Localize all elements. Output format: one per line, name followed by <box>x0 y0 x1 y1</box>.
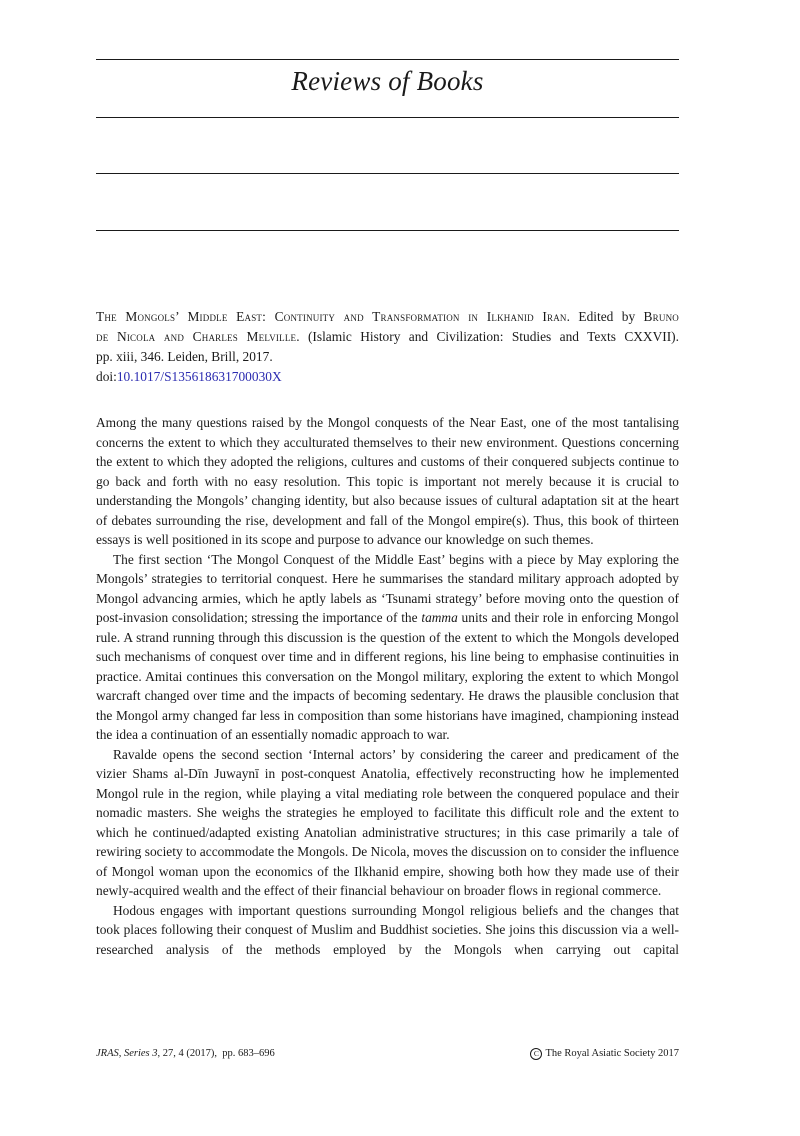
paragraph-intro: Among the many questions raised by the Mongol conquests of the Near East, one of the most tantalising concerns the extent to which they acculturated themselves to their new environment. Questions concerning the extent to which they adopted the religions, cultures and customs of their conquered subjects continue to go back and forth with no easy resolution. This topic is important not merely because it is crucial to understanding the Mongols’ changing identity, but also because issues of cultural adaptation sit at the heart of debates surrounding the rise, development and fall of the Mongol empire(s). Thus, this book of thirteen essays is well positioned in its scope and purpose to advance our knowledge on such themes. <box>96 415 679 547</box>
paragraph-text: units and their role in enforcing Mongol rule. A strand running through this discussion is the question of the extent to which the Mongols developed such mechanisms of conquest over time and in different regions, his line being to emphasise continuities in practice. Amitai continues this conversation on the Mongol military, exploring the extent to which Mongol warcraft changed over time and the impacts of becoming sedentary. He draws the plausible conclusion that the Mongol army changed far less in composition than some historians have imagined, championing instead the idea a continuation of an essentially nomadic approach to war. <box>96 610 679 742</box>
spacer-rule-1 <box>96 173 679 174</box>
journal-name: JRAS, Series <box>96 1048 150 1059</box>
editors-part-2: de Nicola and Charles Melville <box>96 329 297 344</box>
paragraph-first-section <box>96 550 679 745</box>
volume-issue: , 27, 4 (2017), <box>157 1048 218 1059</box>
paragraph-text: The first section ‘The Mongol Conquest of the Middle East’ begins with a piece by May exploring the Mongols’ strategies to territorial conquest. Here he summarises the standard military approach adopted by Mongol advancing armies, which he aptly labels as ‘Tsunami strategy’ before moving onto the question of post-invasion consolidation; stressing the importance of the <box>96 551 679 625</box>
copyright-icon: C <box>530 1048 542 1060</box>
journal-reference <box>96 1047 275 1061</box>
book-title: The Mongols’ Middle East: Continuity and Transformation in Ilkhanid Iran <box>96 309 567 324</box>
publication-info: pp. xiii, 346. Leiden, Brill, 2017. <box>96 349 273 364</box>
section-title: Reviews of Books <box>291 66 484 96</box>
citation-line-2: de Nicola and Charles Melville. (Islamic History and Civilization: Studies and Texts CXXVII). <box>96 329 679 344</box>
doi-label: doi: <box>96 369 117 384</box>
header-rule-top <box>96 59 679 60</box>
review-body <box>96 413 679 959</box>
series-number: 3 <box>152 1048 158 1059</box>
header-rule-bottom <box>96 117 679 118</box>
book-series: (Islamic History and Civilization: Studies and Texts CXXVII). <box>307 329 679 344</box>
copyright-notice <box>530 1047 679 1061</box>
spacer-rule-2 <box>96 230 679 231</box>
paragraph-second-section: Ravalde opens the second section ‘Internal actors’ by considering the career and predicament of the vizier Shams al-Dīn Juwaynī in post-conquest Anatolia, effectively reconstructing how he implemented Mongol rule in the region, while playing a vital mediating role between the conquered populace and their nomadic masters. She weighs the strategies he employed to facilitate this difficult role and the extent to which he continued/adapted existing Anatolian administrative structures; in this case primarily a tale of rewiring society to accommodate the Mongols. De Nicola, moves the discussion on to consider the influence of Mongol woman upon the economics of the Ilkhanid empire, showing both how they made use of their newly-acquired wealth and the effect of their financial behaviour on broader flows in regional commerce. <box>96 746 679 898</box>
editors-part-1: Bruno <box>643 309 679 324</box>
page-footer <box>96 1047 679 1061</box>
doi-line <box>96 367 679 387</box>
doi-link[interactable]: 10.1017/S135618631700030X <box>116 369 282 384</box>
copyright-text: The Royal Asiatic Society 2017 <box>545 1048 679 1059</box>
citation-line-1: The Mongols’ Middle East: Continuity and Transformation in Ilkhanid Iran. Edited by Bruno <box>96 309 679 324</box>
book-citation <box>96 307 679 387</box>
paragraph-religion: Hodous engages with important questions surrounding Mongol religious beliefs and the changes that took places following their conquest of Muslim and Buddhist societies. She joins this discussion via a well-researched analysis of the methods employed by the Mongols when carrying out capital <box>96 902 679 957</box>
italic-term: tamma <box>421 610 458 625</box>
edited-by-label: Edited by <box>578 309 636 324</box>
page-range: pp. 683–696 <box>222 1048 275 1059</box>
